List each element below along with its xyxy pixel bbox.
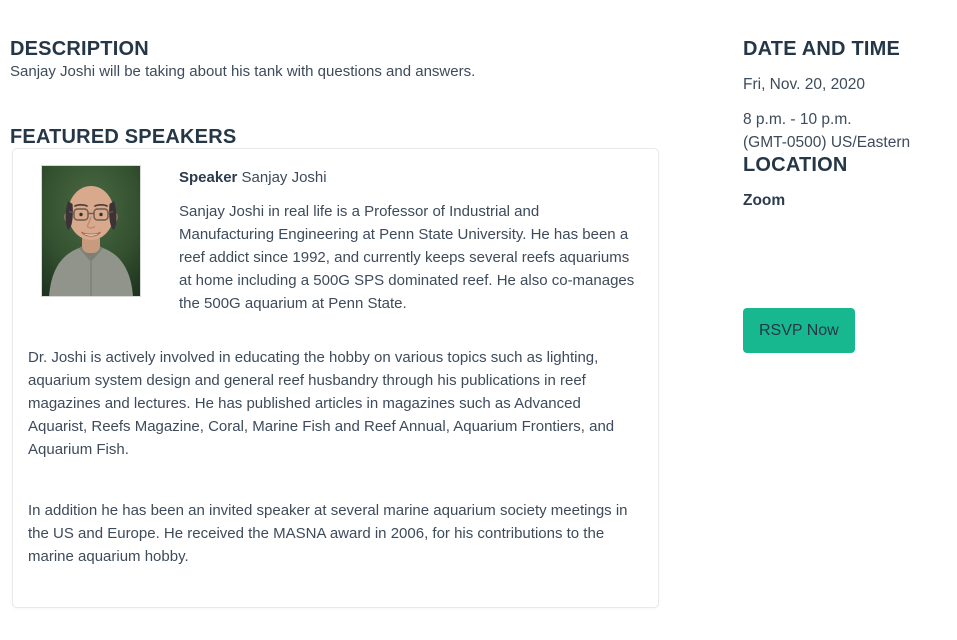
- event-main-column: [10, 38, 660, 608]
- speaker-info: [179, 164, 637, 315]
- rsvp-button[interactable]: RSVP Now: [743, 308, 855, 353]
- speaker-label: Speaker: [179, 169, 238, 186]
- location-heading: LOCATION: [743, 154, 848, 176]
- event-time-block: [743, 108, 943, 154]
- description-text: Sanjay Joshi will be taking about his tank with questions and answers.: [10, 63, 476, 80]
- event-timezone: (GMT-0500) US/Eastern: [743, 134, 911, 151]
- speaker-bio-intro: Sanjay Joshi in real life is a Professor of Industrial and Manufacturing Engineering at Penn State University. He has been a reef addict since 1992, and currently keeps several reefs aquariums at home including a 500G SPS dominated reef. He also co-manages the 500G aquarium at Penn State.: [179, 203, 635, 312]
- description-heading: DESCRIPTION: [10, 38, 149, 60]
- event-sidebar: [743, 38, 943, 608]
- event-date: Fri, Nov. 20, 2020: [743, 76, 866, 93]
- location-value: Zoom: [743, 192, 786, 209]
- speaker-name-line: [179, 166, 637, 189]
- speaker-photo: [41, 165, 141, 297]
- speaker-bio-paragraph-3: In addition he has been an invited speaker at several marine aquarium society meetings in the US and Europe. He received the MASNA award in 2006, for his contributions to the marine aquarium hobby.: [28, 502, 628, 565]
- speaker-name: Sanjay Joshi: [241, 169, 327, 186]
- speaker-bio-paragraph-2: Dr. Joshi is actively involved in educating the hobby on various topics such as lighting, aquarium system design and general reef husbandry through his publications in reef magazines and lectures. He has published articles in magazines such as Advanced Aquarist, Reefs Magazine, Coral, Marine Fish and Reef Annual, Aquarium Frontiers, and Aquarium Fish.: [28, 349, 615, 458]
- featured-speakers-heading: FEATURED SPEAKERS: [10, 126, 237, 148]
- event-time: 8 p.m. - 10 p.m.: [743, 111, 852, 128]
- speaker-header-row: [28, 164, 643, 315]
- speaker-card: [12, 148, 659, 608]
- date-and-time-heading: DATE AND TIME: [743, 38, 901, 60]
